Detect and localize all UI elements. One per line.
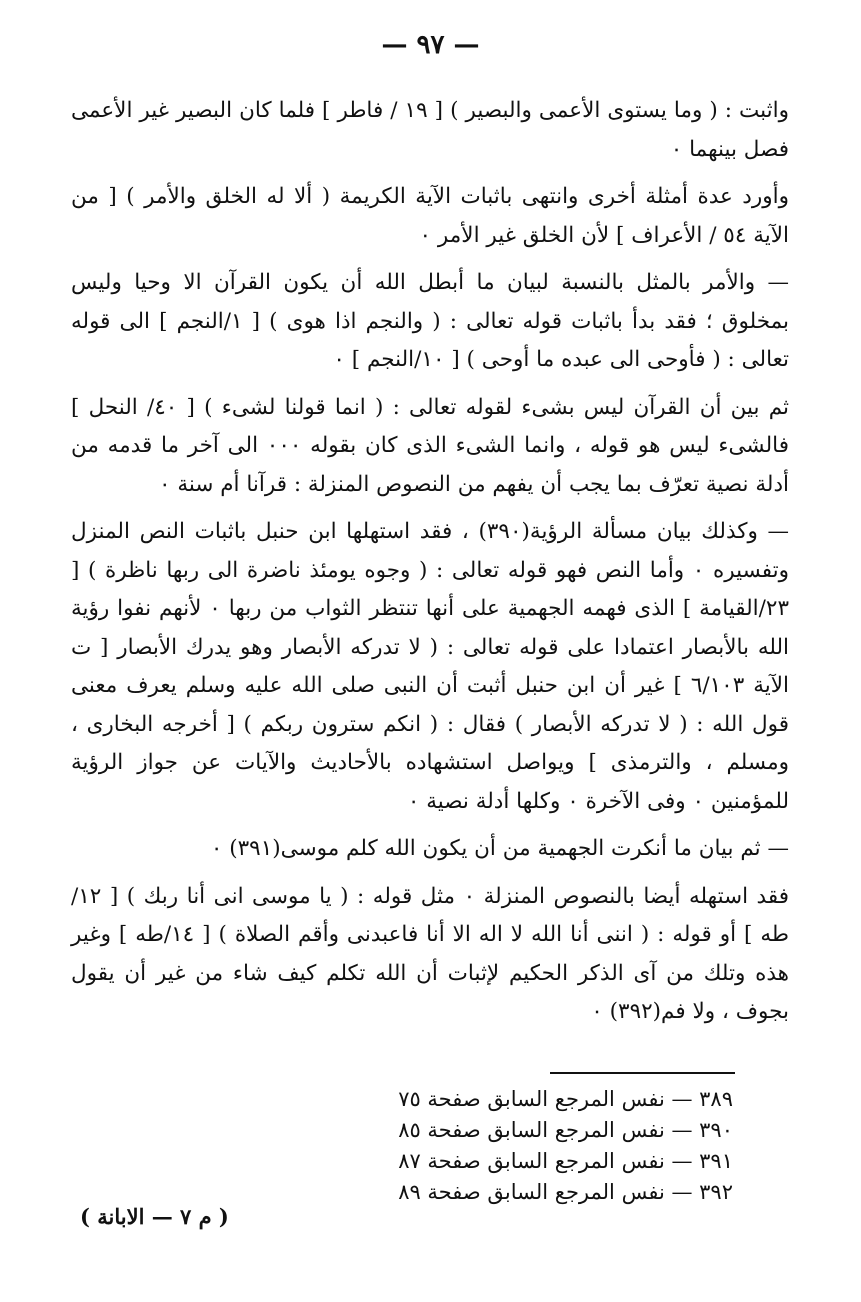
footnotes: [373, 1084, 733, 1208]
page-number: — ٩٧ —: [381, 30, 480, 60]
paragraph: فقد استهله أيضا بالنصوص المنزلة ٠ مثل قوله : ( يا موسى انى أنا ربك ) [ ١٢/طه ] أو قوله : ( اننى أنا الله لا اله الا أنا فاعبدنى وأقم الصلاة ) [ ١٤/طه ] وغير هذه وتلك من آى الذكر الحكيم لإثبات أن الله تكلم كيف شاء من غير أن يقول بجوف ، ولا فم(٣٩٢) ٠: [71, 883, 789, 1024]
paragraph: — وكذلك بيان مسألة الرؤية(٣٩٠) ، فقد استهلها ابن حنبل باثبات النص المنزل وتفسيره ٠ وأما النص فهو قوله تعالى : ( وجوه يومئذ ناضرة الى ربها ناظرة ) [ ٢٣/القيامة ] الذى فهمه الجهمية على أنها تنتظر الثواب من ربها ٠ لأنهم نفوا رؤية الله بالأبصار اعتمادا على قوله تعالى : ( لا تدركه الأبصار وهو يدرك الأبصار [ ت الآية ٦/١٠٣ ] غير أن ابن حنبل أثبت أن النبى صلى الله عليه وسلم يعرف معنى قول الله : ( لا تدركه الأبصار ) فقال : ( انكم سترون ربكم ) [ أخرجه البخارى ، ومسلم ، والترمذى ] ويواصل استشهاده بالأحاديث والآيات عن جواز الرؤية للمؤمنين ٠ وفى الآخرة ٠ وكلها أدلة نصية ٠: [71, 519, 790, 814]
footnote: ٣٩٢ — نفس المرجع السابق صفحة ٨٩: [398, 1180, 733, 1204]
paragraph: وأورد عدة أمثلة أخرى وانتهى باثبات الآية الكريمة ( ألا له الخلق والأمر ) [ من الآية ٥٤ / الأعراف ] لأن الخلق غير الأمر ٠: [71, 184, 789, 248]
paragraph: واثبت : ( وما يستوى الأعمى والبصير ) [ ١٩ / فاطر ] فلما كان البصير غير الأعمى فصل بينهما ٠: [71, 98, 789, 162]
signature-mark: ( م ٧ — الابانة ): [80, 1204, 229, 1229]
footnote: ٣٨٩ — نفس المرجع السابق صفحة ٧٥: [398, 1087, 733, 1111]
paragraph: — ثم بيان ما أنكرت الجهمية من أن يكون الله كلم موسى(٣٩١) ٠: [210, 836, 789, 861]
paragraph: — والأمر بالمثل بالنسبة لبيان ما أبطل الله أن يكون القرآن الا وحيا وليس بمخلوق ؛ فقد بدأ باثبات قوله تعالى : ( والنجم اذا هوى ) [ ١/النجم ] الى قوله تعالى : ( فأوحى الى عبده ما أوحى ) [ ١٠/النجم ] ٠: [71, 270, 789, 372]
footnote: ٣٩٠ — نفس المرجع السابق صفحة ٨٥: [398, 1118, 733, 1142]
footnote: ٣٩١ — نفس المرجع السابق صفحة ٨٧: [398, 1149, 733, 1173]
body-text: [71, 92, 789, 1041]
paragraph: ثم بين أن القرآن ليس بشىء لقوله تعالى : ( انما قولنا لشىء ) [ ٤٠/ النحل ] فالشىء ليس هو قوله ، وانما الشىء الذى كان بقوله ٠٠٠ الى آخر ما قدمه من أدلة نصية تعرّف بما يجب أن يفهم من النصوص المنزلة : قرآنا أم سنة ٠: [71, 394, 789, 497]
footnote-divider: [550, 1072, 735, 1074]
